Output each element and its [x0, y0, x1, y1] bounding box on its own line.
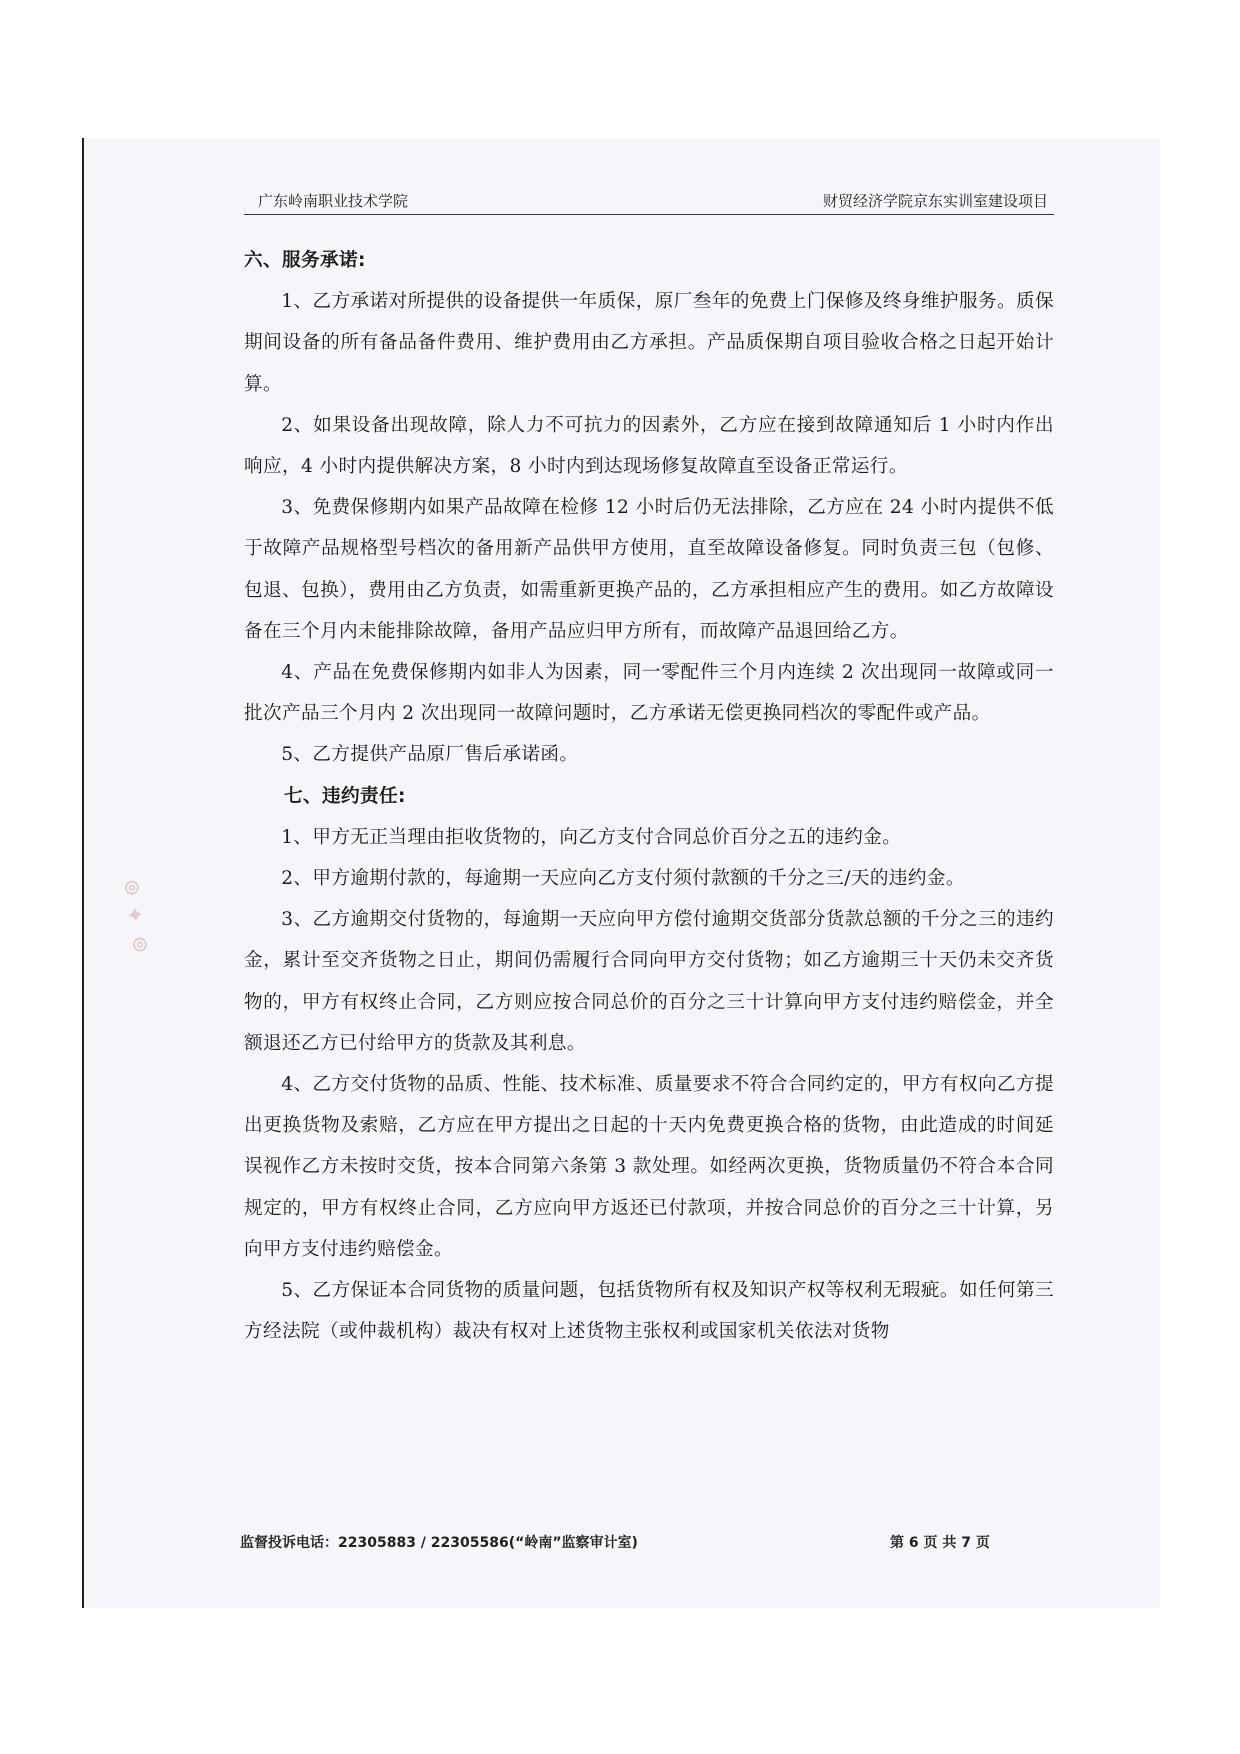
header-project: 财贸经济学院京东实训室建设项目 [822, 192, 1048, 210]
section-6-title: 六、服务承诺: [244, 250, 366, 271]
header-institution: 广东岭南职业技术学院 [258, 192, 409, 210]
page-header [244, 188, 1054, 215]
section-6-item-4: 4、产品在免费保修期内如非人为因素，同一零配件三个月内连续 2 次出现同一故障或同一批次产品三个月内 2 次出现同一故障问题时，乙方承诺无偿更换同档次的零配件或产品。 [244, 662, 1054, 725]
footer-complaint-phone: 监督投诉电话：22305883 / 22305586(“岭南”监察审计室) [240, 1535, 638, 1551]
section-6-item-3: 3、免费保修期内如果产品故障在检修 12 小时后仍无法排除，乙方应在 24 小时内提供不低于故障产品规格型号档次的备用新产品供甲方使用，直至故障设备修复。同时负责三包（包修、包退、包换），费用由乙方负责，如需重新更换产品的，乙方承担相应产生的费用。如乙方故障设备在三个月内未能排除故障，备用产品应归甲方所有，而故障产品退回给乙方。 [244, 497, 1054, 642]
seal-stamp-graphic: ⊚ ✦ ⊚ [117, 876, 154, 956]
section-7-item-4: 4、乙方交付货物的品质、性能、技术标准、质量要求不符合合同约定的，甲方有权向乙方提出更换货物及索赔，乙方应在甲方提出之日起的十天内免费更换合格的货物，由此造成的时间延误视作乙方未按时交货，按本合同第六条第 3 款处理。如经两次更换，货物质量仍不符合本合同规定的，甲方有权终止合同，乙方应向甲方返还已付款项，并按合同总价的百分之三十计算，另向甲方支付违约赔偿金。 [244, 1074, 1054, 1260]
section-7-item-5: 5、乙方保证本合同货物的质量问题，包括货物所有权及知识产权等权利无瑕疵。如任何第三方经法院（或仲裁机构）裁决有权对上述货物主张权利或国家机关依法对货物 [244, 1280, 1054, 1343]
section-7-item-2: 2、甲方逾期付款的，每逾期一天应向乙方支付须付款额的千分之三/天的违约金。 [281, 868, 965, 890]
footer-page-number: 第 6 页 共 7 页 [890, 1535, 990, 1551]
document-body [244, 240, 1054, 1352]
section-7-item-1: 1、甲方无正当理由拒收货物的，向乙方支付合同总价百分之五的违约金。 [281, 826, 902, 848]
section-6-item-5: 5、乙方提供产品原厂售后承诺函。 [281, 744, 579, 766]
section-7-item-3: 3、乙方逾期交付货物的，每逾期一天应向甲方偿付逾期交货部分货款总额的千分之三的违约金，累计至交齐货物之日止，期间仍需履行合同向甲方交付货物；如乙方逾期三十天仍未交齐货物的，甲方有权终止合同，乙方则应按合同总价的百分之三十计算向甲方支付违约赔偿金，并全额退还乙方已付给甲方的货款及其利息。 [244, 909, 1054, 1054]
section-6-item-1: 1、乙方承诺对所提供的设备提供一年质保，原厂叁年的免费上门保修及终身维护服务。质保期间设备的所有备品备件费用、维护费用由乙方承担。产品质保期自项目验收合格之日起开始计算。 [244, 291, 1054, 395]
section-7-title: 七、违约责任: [284, 785, 406, 807]
section-6-item-2: 2、如果设备出现故障，除人力不可抗力的因素外，乙方应在接到故障通知后 1 小时内作出响应，4 小时内提供解决方案，8 小时内到达现场修复故障直至设备正常运行。 [244, 414, 1054, 478]
